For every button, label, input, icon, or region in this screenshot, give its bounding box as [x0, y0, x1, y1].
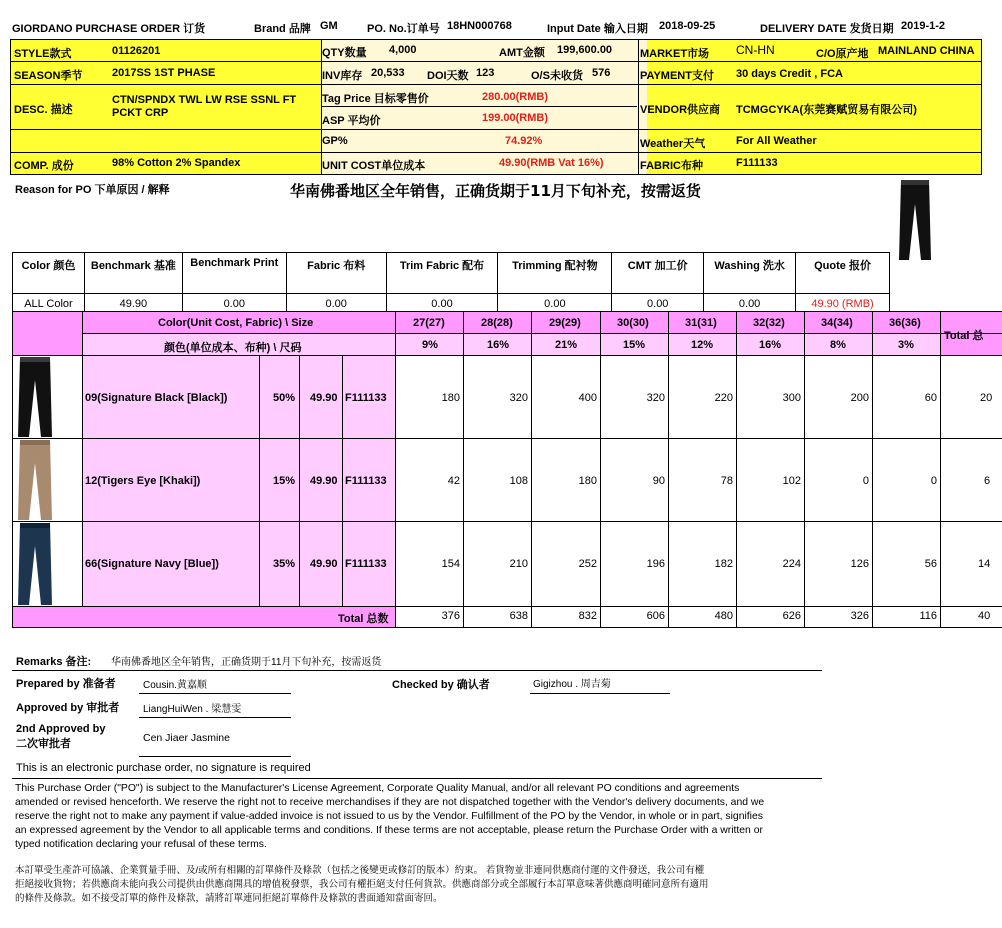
fabric-value: F111133: [736, 157, 778, 169]
second-approved-value: Cen Jiaer Jasmine: [143, 732, 230, 744]
origin-value: MAINLAND CHINA: [878, 45, 975, 57]
bench-header-quote: Quote 报价: [796, 253, 890, 294]
bench-header-cmt: CMT 加工价: [612, 253, 704, 294]
bench-value-benchmark: 49.90: [84, 294, 182, 315]
row-khaki-qty-34: 0: [862, 475, 869, 487]
row-black-qty-34: 200: [850, 392, 869, 404]
bench-header-trimming: Trimming 配衬物: [498, 253, 612, 294]
inv-label: INV库存: [322, 70, 363, 82]
comp-value: 98% Cotton 2% Spandex: [112, 157, 241, 169]
grid-header-en: Color(Unit Cost, Fabric) \ Size: [158, 317, 314, 329]
row-khaki-cost: 49.90: [310, 475, 338, 487]
product-pants-icon: [895, 178, 935, 262]
terms-cn-line-2: 拒絕接收貨物；若供應商未能向我公司提供由供應商開具的增值稅發票，我公司有權拒絕支付任何貨款。供應商部分或全部履行本訂單意味著供應商明確同意所有適用: [15, 879, 709, 890]
size-pct-34: 8%: [830, 339, 846, 351]
desc-label: DESC. 描述: [14, 104, 73, 116]
size-pct-28: 16%: [487, 339, 510, 351]
row-black-qty-27: 180: [441, 392, 460, 404]
total-qty-36: 116: [919, 610, 937, 622]
approved-by-label: Approved by 审批者: [16, 702, 120, 714]
qty-label: QTY数量: [322, 47, 367, 59]
size-pct-31: 12%: [691, 339, 714, 351]
row-black-qty-32: 300: [782, 392, 801, 404]
bench-value-color: ALL Color: [13, 294, 85, 315]
row-navy-qty-27: 154: [441, 558, 460, 570]
total-qty-29: 832: [578, 610, 597, 622]
origin-label: C/O原产地: [816, 48, 869, 60]
row-khaki-color: 12(Tigers Eye [Khaki]): [85, 475, 201, 487]
khaki-pants-icon: [15, 439, 55, 521]
total-qty-32: 626: [782, 610, 801, 622]
benchmark-header-row: [13, 253, 890, 294]
unit-cost-label: UNIT COST单位成本: [322, 160, 426, 172]
terms-en-line-5: typed notification declaring your refusal of these terms.: [15, 839, 267, 850]
order-info-block: [10, 39, 982, 175]
total-qty-28: 638: [509, 610, 528, 622]
row-black-cost: 49.90: [310, 392, 338, 404]
bench-value-cmt: 0.00: [612, 294, 704, 315]
total-qty-31: 480: [714, 610, 733, 622]
bench-value-trimming: 0.00: [498, 294, 612, 315]
row-navy-qty-31: 182: [714, 558, 733, 570]
weather-value: For All Weather: [736, 135, 817, 147]
row-khaki-qty-30: 90: [652, 475, 665, 487]
bench-value-quote: 49.90 (RMB): [796, 294, 890, 315]
size-label-29: 29(29): [549, 317, 581, 329]
bench-value-benchmark-print: 0.00: [182, 294, 286, 315]
reason-label: Reason for PO 下单原因 / 解释: [15, 184, 170, 196]
inv-value: 20,533: [371, 67, 405, 79]
prepared-by-value: Cousin.黄嘉顺: [143, 680, 207, 691]
delivery-date-label: DELIVERY DATE 发货日期: [760, 23, 894, 35]
approved-by-value: LiangHuiWen . 梁慧雯: [143, 704, 242, 715]
os-value: 576: [592, 67, 611, 79]
row-navy-pct: 35%: [273, 558, 296, 570]
po-number-label: PO. No.订单号: [367, 23, 440, 35]
row-navy-color: 66(Signature Navy [Blue]): [85, 558, 219, 570]
asp-value: 199.00(RMB): [482, 112, 549, 124]
size-pct-36: 3%: [898, 339, 914, 351]
asp-label: ASP 平均价: [322, 115, 381, 127]
doi-label: DOI天数: [427, 70, 469, 82]
bench-header-trim-fabric: Trim Fabric 配布: [386, 253, 498, 294]
prepared-by-label: Prepared by 准备者: [16, 678, 116, 690]
grid-header-cn: 颜色(单位成本、布种) \ 尺码: [164, 342, 302, 354]
navy-pants-icon: [15, 522, 55, 606]
row-navy-qty-29: 252: [578, 558, 597, 570]
terms-cn-line-1: 本訂單受生產許可協議、企業質量手冊、及/或所有相關的訂單條件及條款（包括之後變更或修訂的版本）約束。 若貨物並非連同供應商付運的文件發送，我公司有權: [15, 865, 705, 876]
qty-value: 4,000: [389, 44, 417, 56]
row-black-fabric: F111133: [345, 392, 387, 404]
row-khaki-qty-31: 78: [720, 475, 733, 487]
po-number-value: 18HN000768: [447, 20, 512, 32]
market-value: CN-HN: [736, 43, 775, 57]
grand-total: 40: [978, 610, 991, 622]
bench-header-benchmark-print: Benchmark Print: [182, 253, 286, 294]
tag-price-value: 280.00(RMB): [482, 91, 549, 103]
size-pct-27: 9%: [422, 339, 438, 351]
checked-by-label: Checked by 确认者: [392, 679, 490, 691]
row-navy-qty-34: 126: [850, 558, 869, 570]
terms-cn-line-3: 的條件及條款。如不接受訂單的條件及條款，請將訂單連同拒絕訂單條件及條款的書面通知當面寄回。: [15, 893, 443, 904]
total-qty-34: 326: [850, 610, 869, 622]
market-label: MARKET市场: [640, 48, 710, 60]
input-date-label: Input Date 输入日期: [547, 23, 648, 35]
row-khaki-qty-36: 0: [930, 475, 937, 487]
amt-label: AMT金额: [499, 47, 545, 59]
checked-by-value: Gigizhou . 周吉菊: [533, 679, 611, 690]
size-label-30: 30(30): [617, 317, 649, 329]
totals-label: Total 总数: [338, 613, 389, 625]
bench-value-trim-fabric: 0.00: [386, 294, 498, 315]
input-date-value: 2018-09-25: [659, 20, 716, 32]
weather-label: Weather天气: [640, 138, 706, 150]
row-navy-qty-30: 196: [646, 558, 665, 570]
row-khaki-total: 6: [984, 475, 991, 487]
black-pants-icon: [15, 356, 55, 438]
gp-value: 74.92%: [505, 135, 543, 147]
remarks-text: 华南佛番地区全年销售，正确货期于11月下旬补充，按需返货: [111, 657, 382, 668]
row-black-qty-31: 220: [714, 392, 733, 404]
desc-line-2: PCKT CRP: [112, 107, 169, 119]
second-approved-label-en: 2nd Approved by: [16, 723, 106, 735]
os-label: O/S未收货: [531, 70, 583, 82]
row-navy-cost: 49.90: [310, 558, 338, 570]
vendor-value: TCMGCYKA(东莞赛赋贸易有限公司): [736, 104, 917, 116]
benchmark-table: [12, 252, 890, 315]
terms-en-line-1: This Purchase Order ("PO") is subject to the Manufacturer's License Agreement, Corporate Quality Manual, and/or all relevant PO conditions and agreements: [15, 783, 740, 794]
style-label: STYLE款式: [14, 48, 72, 60]
row-black-qty-36: 60: [924, 392, 937, 404]
remarks-label: Remarks 备注:: [16, 656, 92, 668]
row-khaki-qty-28: 108: [509, 475, 528, 487]
terms-english: [15, 782, 820, 852]
bench-value-fabric: 0.00: [286, 294, 386, 315]
terms-en-line-3: reserve the right not to make any payment if value-added invoice is not issued to us by the Vendor. Fulfillment of the PO by the Vendor, in whole or in part, signifies: [15, 811, 763, 822]
doi-value: 123: [476, 67, 495, 79]
row-black-qty-29: 400: [578, 392, 597, 404]
season-label: SEASON季节: [14, 70, 83, 82]
row-khaki-pct: 15%: [273, 475, 296, 487]
delivery-date-value: 2019-1-2: [901, 20, 946, 32]
size-label-28: 28(28): [481, 317, 513, 329]
bench-header-fabric: Fabric 布料: [286, 253, 386, 294]
row-black-pct: 50%: [273, 392, 296, 404]
row-navy-qty-28: 210: [509, 558, 528, 570]
size-label-31: 31(31): [685, 317, 717, 329]
row-navy-qty-32: 224: [782, 558, 801, 570]
po-title: GIORDANO PURCHASE ORDER 订货: [12, 23, 206, 35]
size-pct-32: 16%: [759, 339, 782, 351]
row-khaki-qty-29: 180: [578, 475, 597, 487]
row-black-total: 20: [980, 392, 993, 404]
brand-value: GM: [320, 20, 338, 32]
payment-label: PAYMENT支付: [640, 70, 714, 82]
terms-en-line-4: an expressed agreement by the Vendor to all applicable terms and conditions. If these terms are not acceptable, please return the Purchase Order with a written or: [15, 825, 763, 836]
total-qty-30: 606: [646, 610, 665, 622]
row-black-qty-30: 320: [646, 392, 665, 404]
grid-total-header: Total 总: [944, 330, 984, 342]
terms-chinese: [15, 864, 820, 906]
desc-line-1: CTN/SPNDX TWL LW RSE SSNL FT: [112, 94, 297, 106]
size-quantity-grid: [12, 311, 1002, 628]
gp-label: GP%: [322, 135, 348, 147]
bench-header-benchmark: Benchmark 基准: [84, 253, 182, 294]
brand-label: Brand 品牌: [254, 23, 311, 35]
row-navy-total: 14: [978, 558, 991, 570]
row-black-qty-28: 320: [509, 392, 528, 404]
row-navy-qty-36: 56: [924, 558, 937, 570]
style-value: 01126201: [112, 45, 161, 57]
bench-value-washing: 0.00: [704, 294, 796, 315]
fabric-label: FABRIC布种: [640, 160, 703, 172]
row-khaki-fabric: F111133: [345, 475, 387, 487]
row-khaki-qty-32: 102: [782, 475, 801, 487]
size-label-27: 27(27): [413, 317, 445, 329]
tag-price-label: Tag Price 目标零售价: [322, 93, 429, 105]
row-navy-fabric: F111133: [345, 558, 387, 570]
size-pct-30: 15%: [623, 339, 646, 351]
electronic-po-note: This is an electronic purchase order, no signature is required: [16, 762, 311, 774]
row-khaki-qty-27: 42: [447, 475, 460, 487]
second-approved-label-cn: 二次审批者: [16, 738, 71, 750]
bench-header-color: Color 颜色: [13, 253, 85, 294]
season-value: 2017SS 1ST PHASE: [112, 67, 216, 79]
bench-header-washing: Washing 洗水: [704, 253, 796, 294]
size-pct-29: 21%: [555, 339, 578, 351]
size-label-32: 32(32): [753, 317, 785, 329]
size-label-36: 36(36): [889, 317, 921, 329]
unit-cost-value: 49.90(RMB Vat 16%): [499, 157, 604, 169]
payment-value: 30 days Credit , FCA: [736, 68, 843, 80]
total-qty-27: 376: [441, 610, 460, 622]
row-black-color: 09(Signature Black [Black]): [85, 392, 228, 404]
amt-value: 199,600.00: [557, 44, 613, 56]
terms-en-line-2: amended or revised henceforth. We reserve the right not to receive merchandises if they are not dispatched together with the Vendor's delivery documents, and we: [15, 797, 765, 808]
comp-label: COMP. 成份: [14, 160, 74, 172]
reason-text: 华南佛番地区全年销售，正确货期于11月下旬补充，按需返货: [290, 182, 701, 200]
vendor-label: VENDOR供应商: [640, 104, 721, 116]
size-label-34: 34(34): [821, 317, 853, 329]
